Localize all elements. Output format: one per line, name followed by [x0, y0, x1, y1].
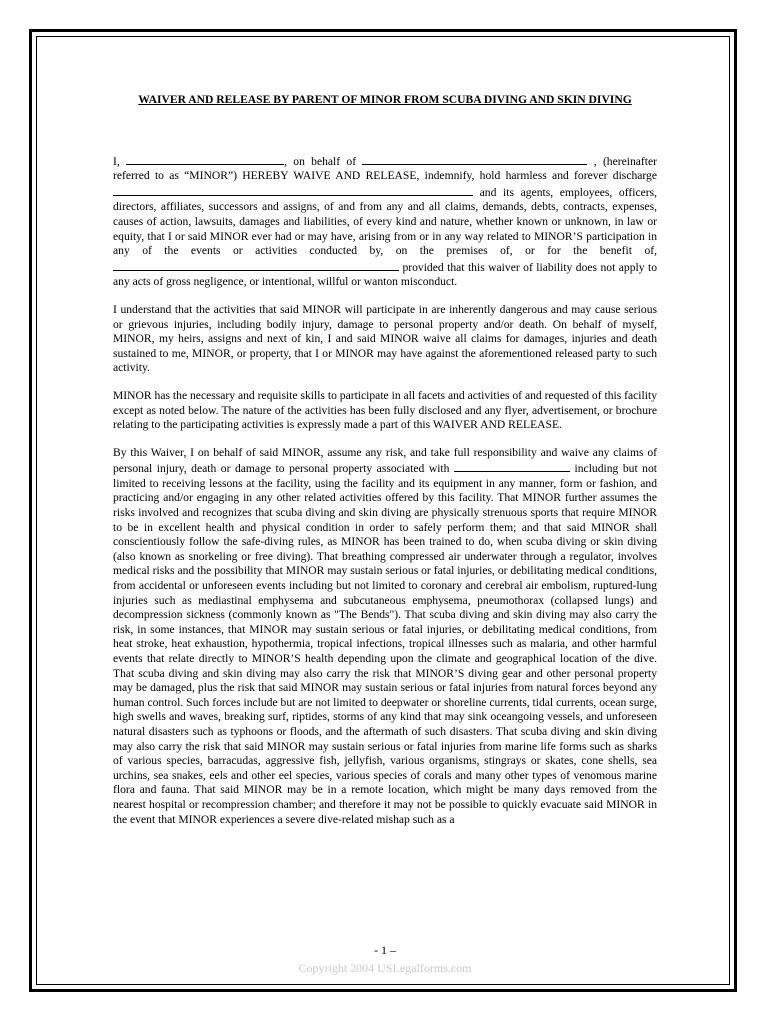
- release-text-4: (hereinafter referred to as “MINOR”) HEREBY WAIVE AND RELEASE, indemnify, hold harmless and forever discharge: [113, 154, 658, 183]
- risk-text-1: By this Waiver, I on behalf of said MINOR, assume any risk, and take full responsibility and waive any claims of personal injury, death or damage to personal property associated with: [113, 445, 657, 476]
- release-text-6: provided that this waiver of liability does not apply to any acts of gross negligence, or intentional, willful or wanton misconduct.: [113, 260, 657, 289]
- page-number: - 1 –: [374, 943, 396, 957]
- paragraph-understanding: I understand that the activities that said MINOR will participate in are inherently dangerous and may cause serious or grievous injuries, including bodily injury, damage to personal property and/or death. On behalf of myself, MINOR, my heirs, assigns and next of kin, I and said MINOR waive all claims for damages, injuries and death sustained to me, MINOR, or property, that I or MINOR may have against the aforementioned released party to such activity.: [113, 302, 657, 375]
- release-text-1: I,: [113, 154, 120, 168]
- parent-name-field[interactable]: [126, 153, 284, 165]
- paragraph-assume-risk: [113, 446, 657, 827]
- release-text-5: and its agents, employees, officers, directors, affiliates, successors and assigns, of and from any and all claims, demands, debts, contracts, expenses, causes of action, lawsuits, damages and liabilities, of every kind and nature, whether known or unknown, in law or equity, that I or said MINOR ever had or may have, arising from or in any way related to MINOR’S participation in any of the events or activities conducted by, on the premises of, or for the benefit of,: [113, 185, 658, 258]
- minor-name-field[interactable]: [362, 153, 587, 165]
- activity-field[interactable]: [454, 460, 570, 472]
- paragraph-skills: MINOR has the necessary and requisite skills to participate in all facets and activities of and requested of this facility except as noted below. The nature of the activities has been fully disclosed and any flyer, advertisement, or brochure relating to the participating activities is expressly made a part of this WAIVER AND RELEASE.: [113, 388, 657, 432]
- release-text-2: , on behalf of: [284, 154, 357, 168]
- risk-text-2: including but not limited to receiving lessons at the facility, using the facility and its equipment in any manner, form or fashion, and practicing and/or engaging in any other related activities offered by this facility. That MINOR further assumes the risks involved and recognizes that scuba diving and skin diving are physically strenuous sports that require MINOR to be in excellent health and physical condition in order to safely perform them; and that said MINOR shall conscientiously follow the safe-diving rules, as MINOR has been trained to do, when scuba diving or skin diving (also known as snorkeling or free diving). That breathing compressed air underwater through a regulator, involves medical risks and the possibility that MINOR may sustain serious or fatal injuries, or debilitating medical conditions, from accidental or unforeseen events including but not limited to coronary and cerebral air embolism, ruptured-lung injuries such as mediastinal emphysema and subcutaneous emphysema, pneumothorax (collapsed lungs) and decompression sickness (commonly known as "The Bends"). That scuba diving and skin diving may also carry the risk, in some instances, that MINOR may sustain serious or fatal injuries, or debilitating medical conditions, from heat stroke, heat exhaustion, hypothermia, tropical infections, tropical illnesses such as malaria, and other harmful events that relate directly to MINOR’S health depending upon the climate and geographical location of the dive. That scuba diving and skin diving may also carry the risk that MINOR’S diving gear and other personal property may be damaged, plus the risk that said MINOR may sustain serious or fatal injuries from natural forces beyond any human control. Such forces include but are not limited to deepwater or shoreline currents, tidal currents, ocean surge, high swells and waves, breaking surf, riptides, storms of any kind that may sink oceangoing vessels, and unforeseen natural disasters such as typhoons or floods, and the aftermath of such disasters. That scuba diving and skin diving may also carry the risk that said MINOR may sustain serious or fatal injuries from marine life forms such as sharks of various species, barracudas, aggressive fish, jellyfish, various organisms, stingrays or skates, cone shells, sea urchins, sea snakes, eels and other eel species, various species of corals and many other types of venomous marine flora and fauna. That said MINOR may be in a remote location, which might be many days removed from the nearest hospital or recompression chamber; and therefore it may not be possible to quickly evacuate said MINOR in the event that MINOR experiences a severe dive-related mishap such as a: [113, 462, 657, 826]
- benefit-party-field[interactable]: [113, 259, 399, 271]
- paragraph-release: [113, 153, 657, 290]
- released-party-field[interactable]: [113, 184, 473, 196]
- release-text-3: ,: [593, 154, 597, 168]
- document-body: [113, 93, 657, 827]
- document-title: WAIVER AND RELEASE BY PARENT OF MINOR FROM SCUBA DIVING AND SKIN DIVING: [138, 93, 632, 106]
- copyright-notice: Copyright 2004 USLegalforms.com: [298, 961, 472, 975]
